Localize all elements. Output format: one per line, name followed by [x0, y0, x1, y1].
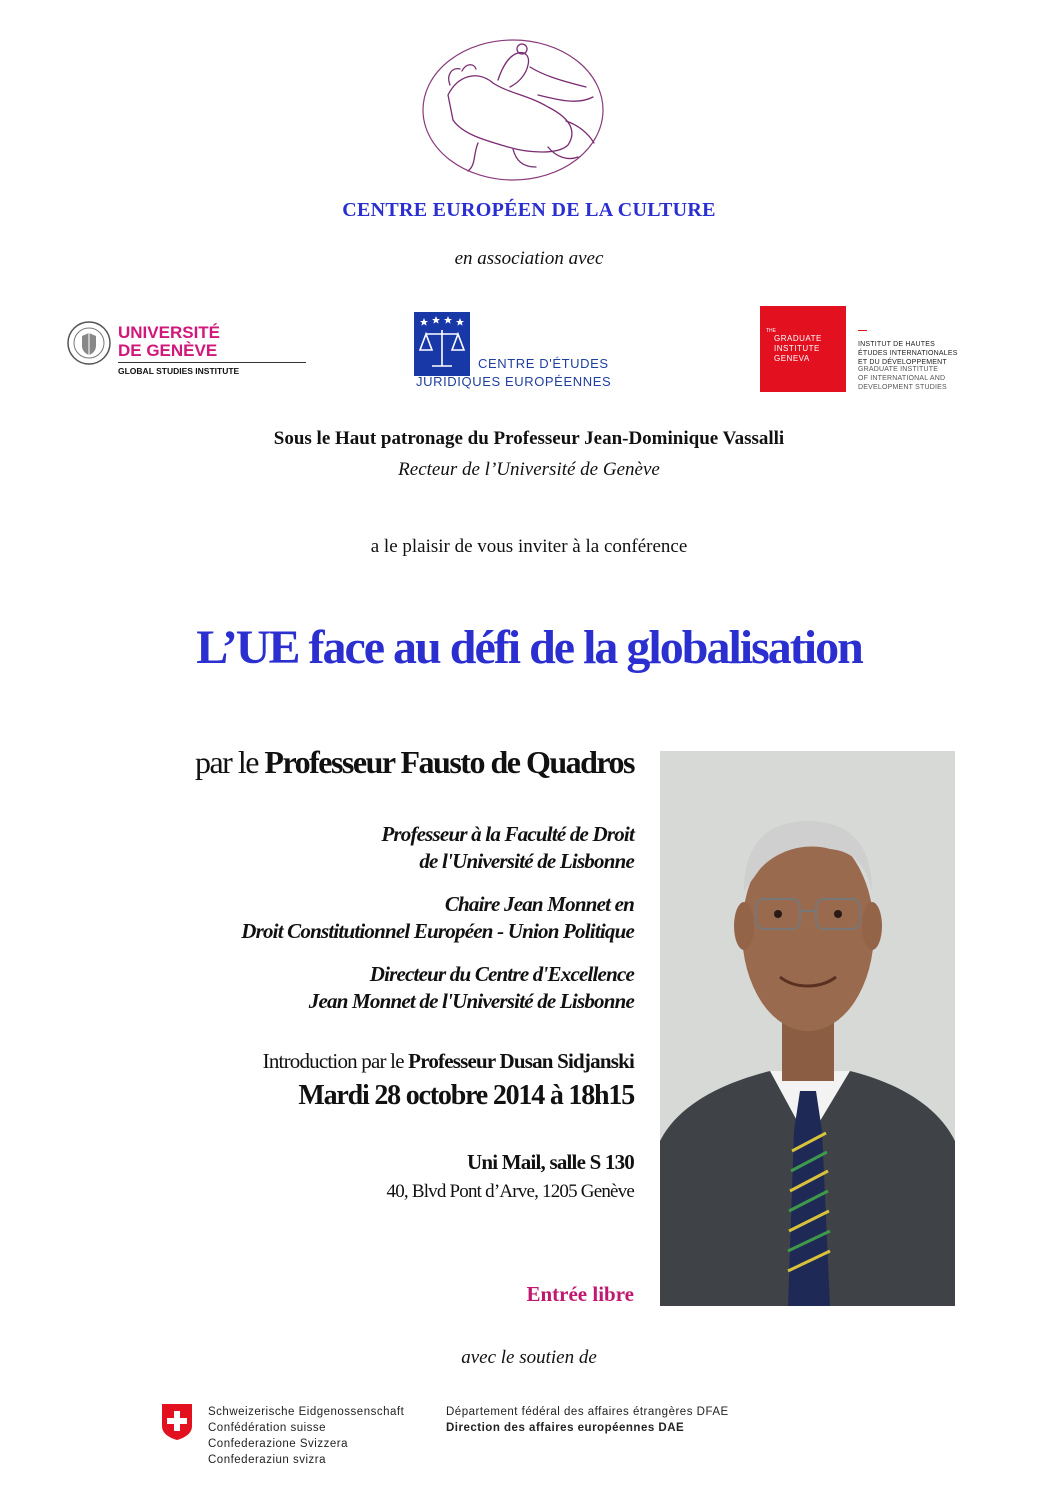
- graduate-red-box: [760, 306, 846, 392]
- swiss-line-4: Confederaziun svizra: [208, 1454, 327, 1466]
- graduate-name-2: INSTITUTE: [774, 344, 820, 353]
- europa-bull-emblem: [418, 35, 608, 185]
- swiss-line-3: Confederazione Svizzera: [208, 1438, 348, 1450]
- directorate-name: Direction des affaires européennes DAE: [446, 1422, 685, 1434]
- ceje-line1: CENTRE D'ÉTUDES: [478, 356, 609, 371]
- graduate-en-2: OF INTERNATIONAL AND: [858, 375, 946, 382]
- swiss-line-1: Schweizerische Eidgenossenschaft: [208, 1406, 405, 1418]
- role-1-line-1: Professeur à la Faculté de Droit: [381, 822, 634, 846]
- speaker-line: [195, 744, 634, 781]
- speaker-role-2: [241, 891, 634, 945]
- entry-note: Entrée libre: [526, 1282, 634, 1306]
- role-2-line-2: Droit Constitutionnel Européen - Union Politique: [241, 919, 634, 943]
- graduate-the: THE: [766, 328, 776, 334]
- unige-divider: [118, 362, 306, 363]
- venue-address: 40, Blvd Pont d’Arve, 1205 Genève: [386, 1181, 634, 1202]
- rector-line: Recteur de l’Université de Genève: [398, 459, 660, 480]
- invitation-text: a le plaisir de vous inviter à la conférence: [370, 536, 688, 557]
- role-2-line-1: Chaire Jean Monnet en: [444, 892, 634, 916]
- introduction-line: [263, 1049, 634, 1074]
- graduate-fr-3: ET DU DÉVELOPPEMENT: [858, 359, 947, 366]
- speaker-role-3: [309, 961, 634, 1015]
- unige-name-line1: UNIVERSITÉ: [118, 323, 221, 342]
- speaker-name: Professeur Fausto de Quadros: [264, 744, 634, 780]
- intro-prefix: Introduction par le: [262, 1049, 409, 1073]
- role-1-line-2: de l'Université de Lisbonne: [419, 849, 634, 873]
- graduate-name-1: GRADUATE: [774, 334, 822, 343]
- ceje-logo: [414, 312, 614, 392]
- venue-room: Uni Mail, salle S 130: [467, 1150, 634, 1174]
- graduate-fr-1: INSTITUT DE HAUTES: [858, 341, 935, 348]
- graduate-fr-2: ÉTUDES INTERNATIONALES: [858, 350, 958, 357]
- swiss-line-2: Confédération suisse: [208, 1422, 327, 1434]
- role-3-line-1: Directeur du Centre d'Excellence: [369, 962, 634, 986]
- graduate-institute-logo: [760, 306, 960, 396]
- eu-justice-scales-icon: [414, 312, 470, 376]
- speaker-role-1: [381, 821, 634, 875]
- unige-logo: [66, 320, 246, 382]
- conference-title: L’UE face au défi de la globalisation: [196, 621, 862, 674]
- speaker-prefix: par le: [194, 744, 265, 780]
- speaker-photo: [660, 751, 955, 1306]
- swiss-cross-icon: [162, 1404, 192, 1440]
- unige-seal-icon: [66, 320, 112, 366]
- graduate-dash: [858, 330, 867, 331]
- graduate-en-1: GRADUATE INSTITUTE: [858, 366, 939, 373]
- swiss-confederation-logo: [162, 1404, 762, 1474]
- intro-name: Professeur Dusan Sidjanski: [408, 1049, 634, 1073]
- graduate-name-3: GENEVA: [774, 354, 810, 363]
- support-text: avec le soutien de: [461, 1347, 597, 1368]
- organizer-name: CENTRE EUROPÉEN DE LA CULTURE: [342, 199, 716, 221]
- role-3-line-2: Jean Monnet de l'Université de Lisbonne: [308, 989, 634, 1013]
- unige-name-line2: DE GENÈVE: [118, 341, 218, 360]
- patronage-line: Sous le Haut patronage du Professeur Jean-Dominique Vassalli: [273, 428, 785, 449]
- graduate-en-3: DEVELOPMENT STUDIES: [858, 384, 947, 391]
- association-text: en association avec: [454, 248, 604, 269]
- unige-subtitle: GLOBAL STUDIES INSTITUTE: [118, 366, 240, 376]
- event-date: Mardi 28 octobre 2014 à 18h15: [298, 1080, 634, 1111]
- ceje-line2: JURIDIQUES EUROPÉENNES: [416, 374, 612, 389]
- department-name: Département fédéral des affaires étrangères DFAE: [446, 1406, 729, 1418]
